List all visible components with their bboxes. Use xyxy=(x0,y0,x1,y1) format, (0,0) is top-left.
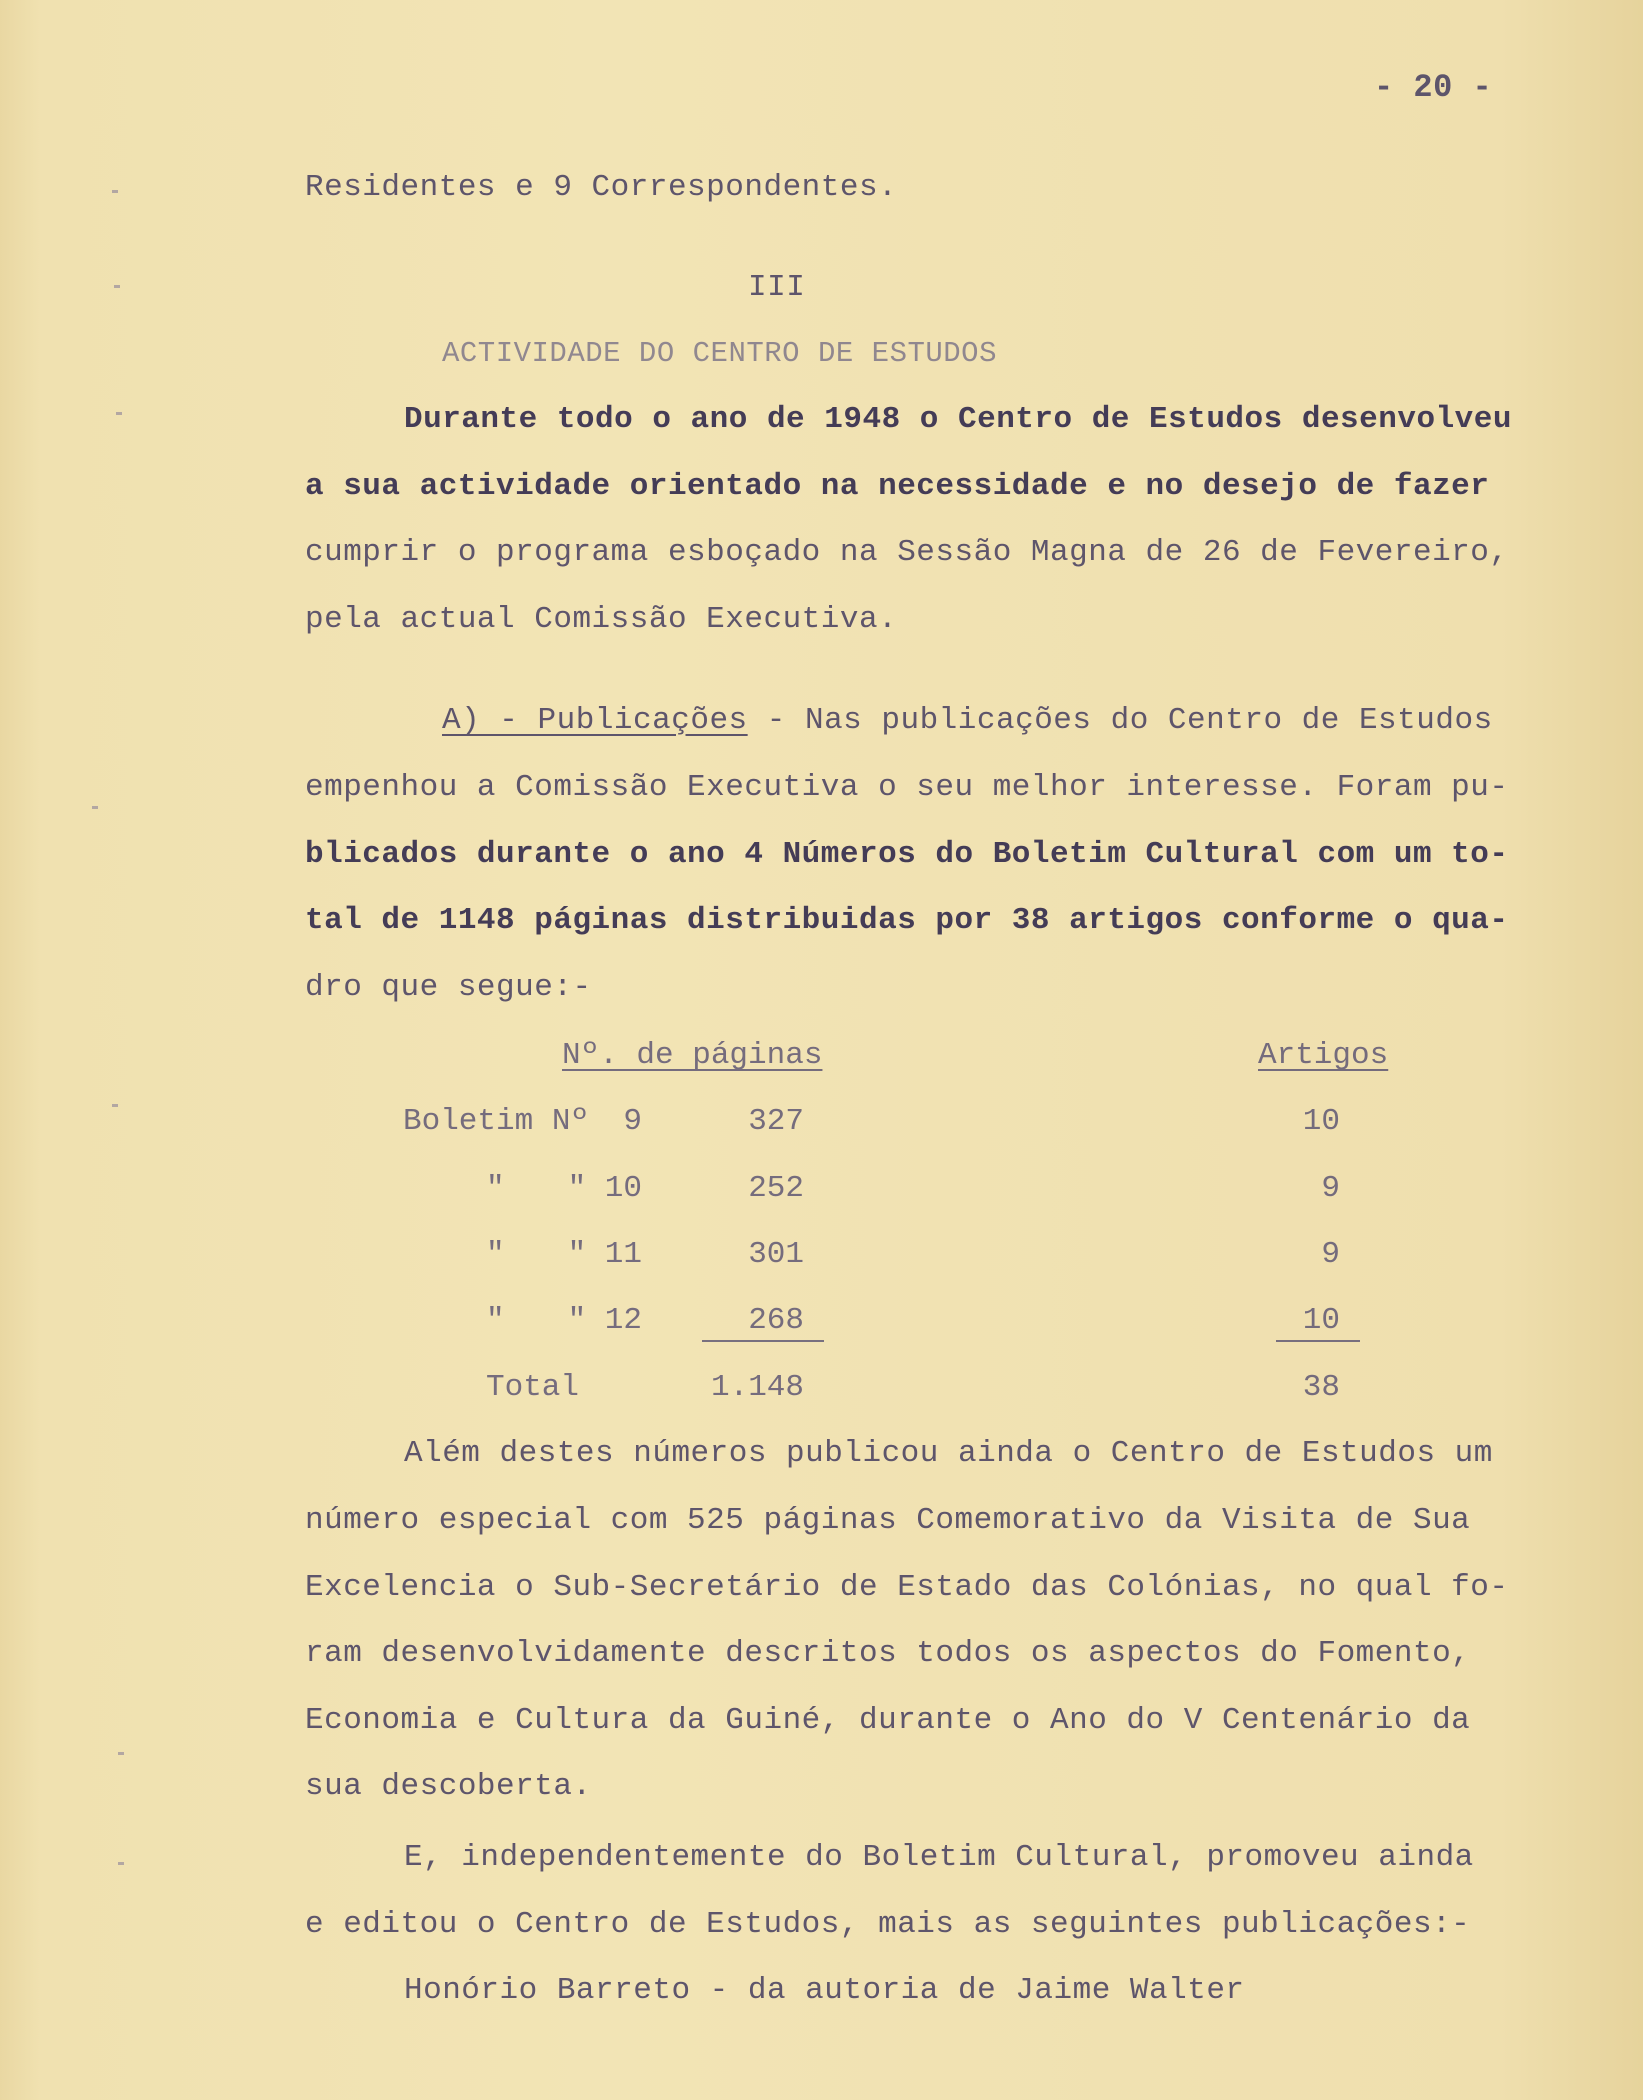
section-numeral: III xyxy=(748,270,806,305)
table-header-pages: Nº. de páginas xyxy=(562,1038,823,1073)
table-row-number: " 11 xyxy=(567,1237,642,1272)
table-row-articles: 9 xyxy=(1321,1171,1340,1206)
table-total-articles: 38 xyxy=(1302,1370,1340,1405)
table-row-label: " xyxy=(486,1303,505,1338)
paragraph1-line: pela actual Comissão Executiva. xyxy=(305,602,898,637)
margin-speck xyxy=(114,285,120,288)
table-total-pages: 1.148 xyxy=(710,1370,804,1405)
table-total-label: Total xyxy=(486,1370,580,1405)
table-row-number: 9 xyxy=(623,1104,642,1139)
paragraph4-line: Honório Barreto - da autoria de Jaime Walter xyxy=(404,1973,1245,2008)
table-row-pages: 327 xyxy=(748,1104,804,1139)
table-row-pages: 268 xyxy=(748,1303,804,1338)
table-row-pages: 252 xyxy=(748,1171,804,1206)
table-row-pages: 301 xyxy=(748,1237,804,1272)
table-row-number: " 12 xyxy=(567,1303,642,1338)
paragraph4-line: e editou o Centro de Estudos, mais as seguintes publicações:- xyxy=(305,1907,1471,1942)
paragraph2-first-line xyxy=(442,701,1493,741)
margin-speck xyxy=(112,190,118,193)
margin-speck xyxy=(118,1752,124,1755)
table-row-label: " xyxy=(486,1237,505,1272)
table-row-articles: 10 xyxy=(1302,1303,1340,1338)
paragraph1-line: a sua actividade orientado na necessidade e no desejo de fazer xyxy=(305,469,1490,504)
paragraph1-line: Durante todo o ano de 1948 o Centro de Estudos desenvolveu xyxy=(404,402,1512,437)
table-header-articles: Artigos xyxy=(1258,1038,1389,1073)
paragraph3-line: sua descoberta. xyxy=(305,1769,592,1804)
opening-line: Residentes e 9 Correspondentes. xyxy=(305,170,898,205)
margin-speck xyxy=(92,806,98,809)
paragraph3-line: Além destes números publicou ainda o Centro de Estudos um xyxy=(404,1436,1493,1471)
paragraph3-line: número especial com 525 páginas Comemorativo da Visita de Sua xyxy=(305,1503,1471,1538)
paragraph3-line: ram desenvolvidamente descritos todos os aspectos do Fomento, xyxy=(305,1636,1471,1671)
paragraph2-first-line-rest: - Nas publicações do Centro de Estudos xyxy=(747,703,1493,738)
margin-speck xyxy=(118,1862,124,1865)
publications-heading: A) - Publicações xyxy=(442,703,748,738)
paragraph4-line: E, independentemente do Boletim Cultural, promoveu ainda xyxy=(404,1840,1474,1875)
section-title: ACTIVIDADE DO CENTRO DE ESTUDOS xyxy=(442,337,997,370)
margin-speck xyxy=(116,412,122,415)
table-row-number: " 10 xyxy=(567,1171,642,1206)
table-row-articles: 9 xyxy=(1321,1237,1340,1272)
paragraph3-line: Excelencia o Sub-Secretário de Estado das Colónias, no qual fo- xyxy=(305,1570,1509,1605)
margin-speck xyxy=(112,1104,118,1107)
paragraph2-line: tal de 1148 páginas distribuidas por 38 artigos conforme o qua- xyxy=(305,903,1509,938)
paragraph3-line: Economia e Cultura da Guiné, durante o Ano do V Centenário da xyxy=(305,1703,1471,1738)
pages-sum-line xyxy=(702,1340,824,1342)
paragraph1-line: cumprir o programa esboçado na Sessão Magna de 26 de Fevereiro, xyxy=(305,535,1509,570)
table-row-label: " xyxy=(486,1171,505,1206)
paragraph2-line: blicados durante o ano 4 Números do Boletim Cultural com um to- xyxy=(305,837,1509,872)
table-row-articles: 10 xyxy=(1302,1104,1340,1139)
paragraph2-line: dro que segue:- xyxy=(305,970,592,1005)
table-row-label: Boletim Nº xyxy=(403,1104,590,1139)
paragraph2-line: empenhou a Comissão Executiva o seu melhor interesse. Foram pu- xyxy=(305,770,1509,805)
page-number: - 20 - xyxy=(1374,69,1493,106)
articles-sum-line xyxy=(1276,1340,1360,1342)
